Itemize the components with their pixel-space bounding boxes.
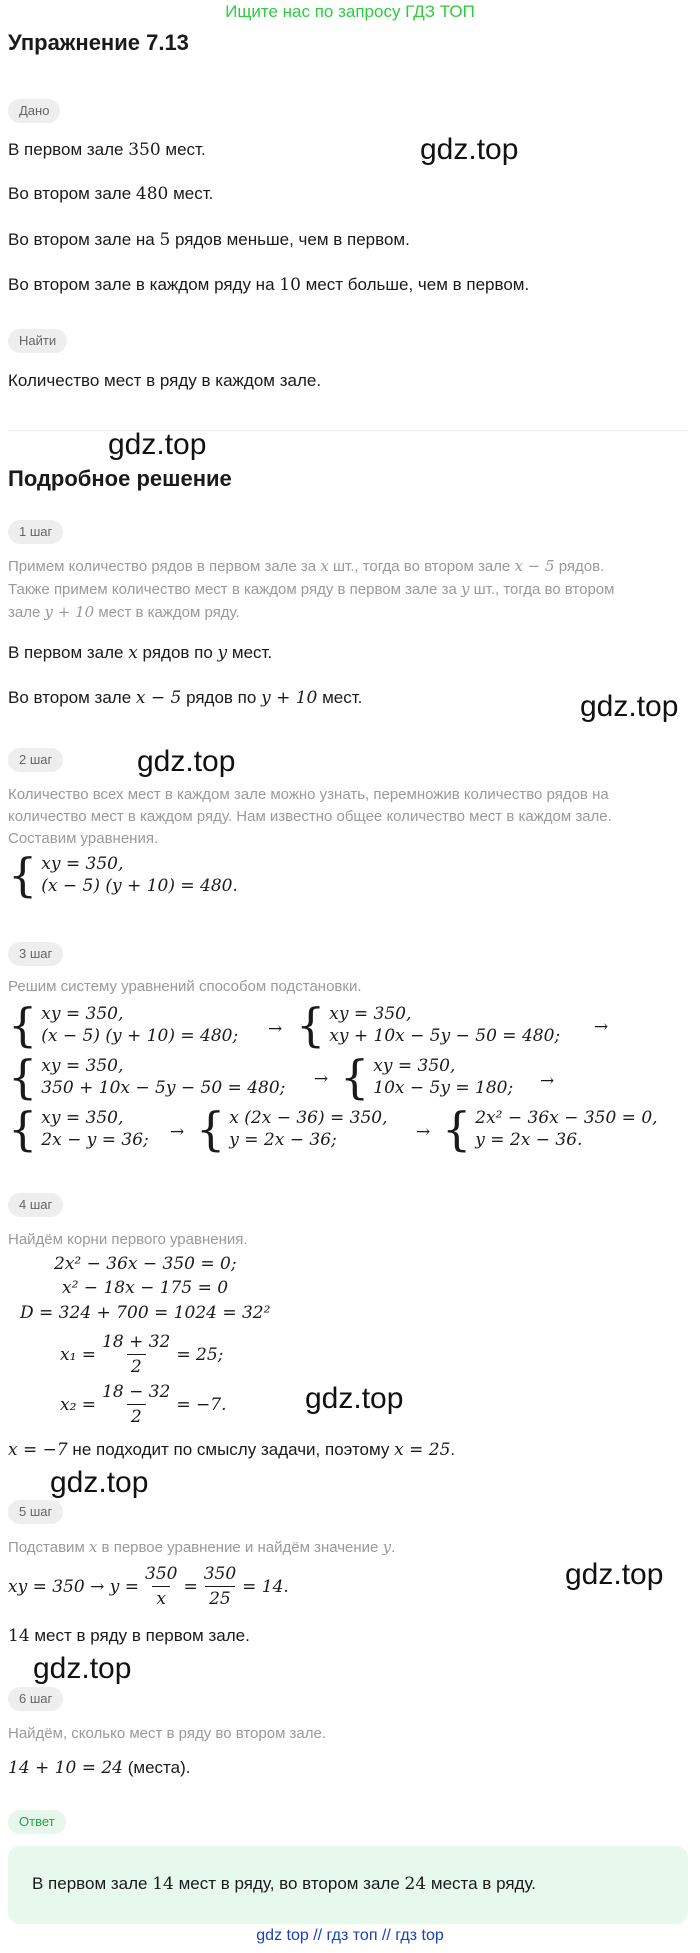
- step-1-line-1: В первом зале x рядов по y мест.: [8, 643, 273, 663]
- step-3-system-3b: { x (2x − 36) = 350, y = 2x − 36;: [196, 1102, 388, 1156]
- watermark: gdz.top: [50, 1466, 149, 1499]
- discriminant: D = 324 + 700 = 1024 = 32²: [20, 1303, 271, 1323]
- top-banner: Ищите нас по запросу ГДЗ ТОП: [225, 2, 475, 21]
- step-5-result: 14 мест в ряду в первом зале.: [8, 1626, 250, 1646]
- footer-links[interactable]: gdz top // гдз топ // гдз top: [256, 1927, 444, 1944]
- watermark: gdz.top: [108, 428, 207, 461]
- step-3-system-3c: { 2x² − 36x − 350 = 0, y = 2x − 36.: [442, 1102, 658, 1156]
- step-1-hint: Примем количество рядов в первом зале за x шт., тогда во втором зале x − 5 рядов. Также примем количество мест в каждом ряду в первом зале за y шт., тогда во втором зале y + 10 мест в каждом ряду.: [8, 557, 615, 621]
- find-text: Количество мест в ряду в каждом зале.: [8, 371, 322, 390]
- watermark: gdz.top: [305, 1382, 404, 1415]
- arrow: →: [594, 1017, 609, 1037]
- step-3-tag: 3 шаг: [8, 942, 63, 966]
- arrow: →: [416, 1122, 431, 1142]
- arrow: →: [540, 1071, 555, 1091]
- given-line-3: Во втором зале на 5 рядов меньше, чем в первом.: [8, 230, 410, 250]
- solution-title: Подробное решение: [8, 466, 232, 491]
- step-1-tag: 1 шаг: [8, 520, 63, 544]
- watermark: gdz.top: [565, 1558, 664, 1591]
- find-tag: Найти: [8, 329, 67, 353]
- step-3-hint: Решим систему уравнений способом подстановки.: [8, 978, 362, 995]
- answer-text: В первом зале 14 мест в ряду, во втором зале 24 места в ряду.: [32, 1874, 536, 1894]
- step-5-hint: Подставим x в первое уравнение и найдём значение y.: [8, 1538, 396, 1556]
- step-2-tag: 2 шаг: [8, 748, 63, 772]
- arrow: →: [314, 1069, 329, 1089]
- step-5-tag: 5 шаг: [8, 1500, 63, 1524]
- step-4-hint: Найдём корни первого уравнения.: [8, 1231, 248, 1248]
- step-1-line-2: Во втором зале x − 5 рядов по y + 10 мест.: [8, 688, 363, 708]
- step-5-equation: xy = 350 → y = $\frac{350}{x}$ = $\frac{350}{25}$ = 14.: [8, 1564, 289, 1609]
- step-2-system: { xy = 350, (x − 5) (y + 10) = 480.: [8, 848, 238, 902]
- step-3-system-2a: { xy = 350, 350 + 10x − 5y − 50 = 480;: [8, 1050, 286, 1104]
- watermark: gdz.top: [580, 690, 679, 723]
- step-3-system-3a: { xy = 350, 2x − y = 36;: [8, 1102, 149, 1156]
- given-line-1: В первом зале 350 мест.: [8, 140, 206, 160]
- given-line-2: Во втором зале 480 мест.: [8, 184, 214, 204]
- equation: x² − 18x − 175 = 0: [62, 1278, 229, 1298]
- given-tag: Дано: [8, 99, 60, 123]
- root-2: x₂ = $\frac{18 - 32}{2}$ = −7.: [60, 1382, 227, 1427]
- step-3-system-2b: { xy = 350, 10x − 5y = 180;: [340, 1050, 514, 1104]
- given-line-4: Во втором зале в каждом ряду на 10 мест больше, чем в первом.: [8, 275, 530, 295]
- watermark: gdz.top: [137, 745, 236, 778]
- watermark: gdz.top: [33, 1652, 132, 1685]
- step-6-equation: 14 + 10 = 24 (места).: [8, 1758, 191, 1778]
- equation: 2x² − 36x − 350 = 0;: [54, 1254, 237, 1274]
- answer-tag: Ответ: [8, 1810, 66, 1834]
- arrow: →: [170, 1122, 185, 1142]
- step-6-hint: Найдём, сколько мест в ряду во втором зале.: [8, 1725, 327, 1742]
- step-2-hint: Количество всех мест в каждом зале можно узнать, перемножив количество рядов на количество мест в каждом ряду. Нам известно общее количество мест в каждом зале. Составим уравнения.: [8, 786, 612, 847]
- step-4-conclusion: x = −7 не подходит по смыслу задачи, поэтому x = 25.: [8, 1440, 456, 1460]
- step-4-tag: 4 шаг: [8, 1193, 63, 1217]
- watermark: gdz.top: [420, 133, 519, 166]
- page-title: Упражнение 7.13: [8, 30, 189, 55]
- arrow: →: [268, 1019, 283, 1039]
- step-6-tag: 6 шаг: [8, 1687, 63, 1711]
- step-3-system-1a: { xy = 350, (x − 5) (y + 10) = 480;: [8, 998, 239, 1052]
- root-1: x₁ = $\frac{18 + 32}{2}$ = 25;: [60, 1332, 224, 1377]
- step-3-system-1b: { xy = 350, xy + 10x − 5y − 50 = 480;: [296, 998, 561, 1052]
